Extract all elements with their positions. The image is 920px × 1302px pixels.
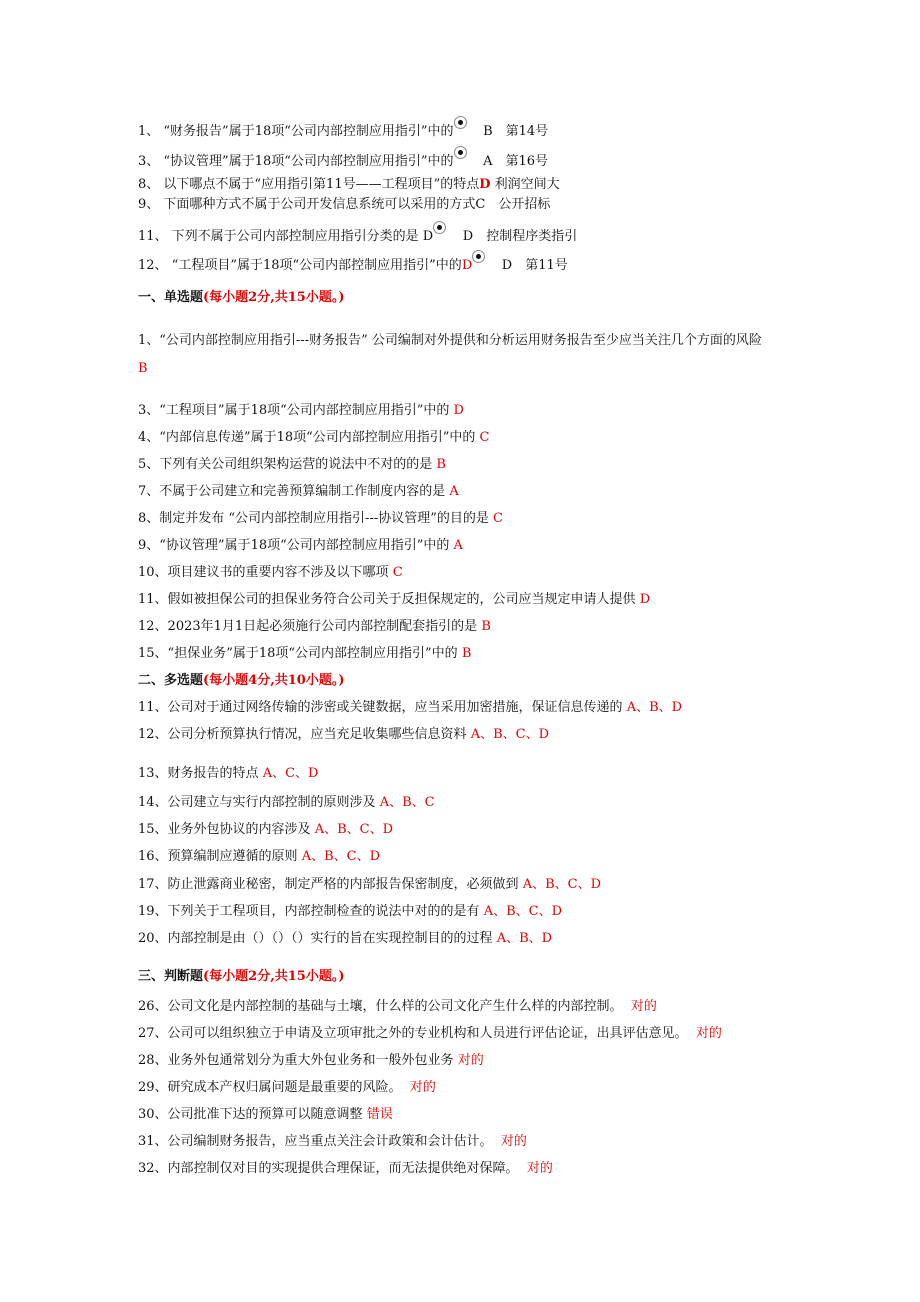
single-question: 12、2023年1月1日起必须施行公司内部控制配套指引的是 B bbox=[138, 619, 491, 634]
top-question-3: 3、 “协议管理”属于18项“公司内部控制应用指引”中的 A 第16号 bbox=[138, 154, 548, 170]
judge-question: 27、公司可以组织独立于申请及立项审批之外的专业机构和人员进行评估论证，出具评估意见。 对的 bbox=[138, 1026, 722, 1041]
radio-selected-icon[interactable] bbox=[454, 146, 467, 159]
radio-selected-icon[interactable] bbox=[472, 250, 485, 263]
single-question: 11、假如被担保公司的担保业务符合公司关于反担保规定的，公司应当规定申请人提供 D bbox=[138, 592, 651, 607]
single-question: 10、项目建议书的重要内容不涉及以下哪项 C bbox=[138, 565, 403, 580]
single-question: 4、“内部信息传递”属于18项“公司内部控制应用指引”中的 C bbox=[138, 430, 490, 445]
single-question: 15、“担保业务”属于18项“公司内部控制应用指引”中的 B bbox=[138, 646, 472, 661]
radio-selected-icon[interactable] bbox=[433, 221, 446, 234]
single-question: 3、“工程项目”属于18项“公司内部控制应用指引”中的 D bbox=[138, 403, 464, 418]
multi-question: 12、公司分析预算执行情况，应当充足收集哪些信息资料 A、B、C、D bbox=[138, 727, 549, 742]
top-question-1: 1、 “财务报告”属于18项“公司内部控制应用指引”中的 B 第14号 bbox=[138, 124, 548, 140]
judge-question: 29、研究成本产权归属问题是最重要的风险。 对的 bbox=[138, 1080, 436, 1095]
top-question-8: 8、 以下哪点不属于“应用指引第11号——工程项目”的特点D 利润空间大 bbox=[138, 177, 560, 192]
judge-question: 26、公司文化是内部控制的基础与土壤，什么样的公司文化产生什么样的内部控制。 对的 bbox=[138, 999, 657, 1014]
multi-question: 16、预算编制应遵循的原则 A、B、C、D bbox=[138, 849, 380, 864]
judge-question: 30、公司批准下达的预算可以随意调整 错误 bbox=[138, 1107, 393, 1122]
single-question: 5、下列有关公司组织架构运营的说法中不对的的是 B bbox=[138, 457, 446, 472]
multi-question: 17、防止泄露商业秘密，制定严格的内部报告保密制度，必须做到 A、B、C、D bbox=[138, 877, 601, 892]
multi-question: 13、财务报告的特点 A、C、D bbox=[138, 766, 319, 781]
multi-question: 15、业务外包协议的内容涉及 A、B、C、D bbox=[138, 822, 393, 837]
top-question-9: 9、 下面哪种方式不属于公司开发信息系统可以采用的方式C 公开招标 bbox=[138, 197, 551, 212]
radio-selected-icon[interactable] bbox=[454, 116, 467, 129]
section-single-choice-heading: 一、单选题(每小题2分,共15小题。) bbox=[138, 290, 345, 305]
top-question-12: 12、 “工程项目”属于18项“公司内部控制应用指引”中的D D 第11号 bbox=[138, 258, 568, 274]
top-question-11: 11、 下列不属于公司内部控制应用指引分类的是 D D 控制程序类指引 bbox=[138, 229, 577, 245]
single-question: 7、不属于公司建立和完善预算编制工作制度内容的是 A bbox=[138, 484, 459, 499]
multi-question: 20、内部控制是由（）（）（）实行的旨在实现控制目的的过程 A、B、D bbox=[138, 931, 553, 946]
section-true-false-heading: 三、判断题(每小题2分,共15小题。) bbox=[138, 969, 345, 984]
multi-question: 11、公司对于通过网络传输的涉密或关键数据，应当采用加密措施，保证信息传递的 A、B、D bbox=[138, 700, 683, 715]
single-question: 1、“公司内部控制应用指引---财务报告” 公司编制对外提供和分析运用财务报告至少应当关注几个方面的风险 bbox=[138, 333, 762, 348]
single-question: 8、制定并发布 “公司内部控制应用指引---协议管理”的目的是 C bbox=[138, 511, 503, 526]
section-multi-choice-heading: 二、多选题(每小题4分,共10小题。) bbox=[138, 673, 345, 688]
judge-question: 28、业务外包通常划分为重大外包业务和一般外包业务 对的 bbox=[138, 1053, 484, 1068]
judge-question: 31、公司编制财务报告，应当重点关注会计政策和会计估计。 对的 bbox=[138, 1134, 527, 1149]
multi-question: 19、下列关于工程项目，内部控制检查的说法中对的的是有 A、B、C、D bbox=[138, 904, 562, 919]
single-answer: B bbox=[138, 361, 148, 376]
single-question: 9、“协议管理”属于18项“公司内部控制应用指引”中的 A bbox=[138, 538, 463, 553]
multi-question: 14、公司建立与实行内部控制的原则涉及 A、B、C bbox=[138, 795, 435, 810]
judge-question: 32、内部控制仅对目的实现提供合理保证，而无法提供绝对保障。 对的 bbox=[138, 1161, 553, 1176]
